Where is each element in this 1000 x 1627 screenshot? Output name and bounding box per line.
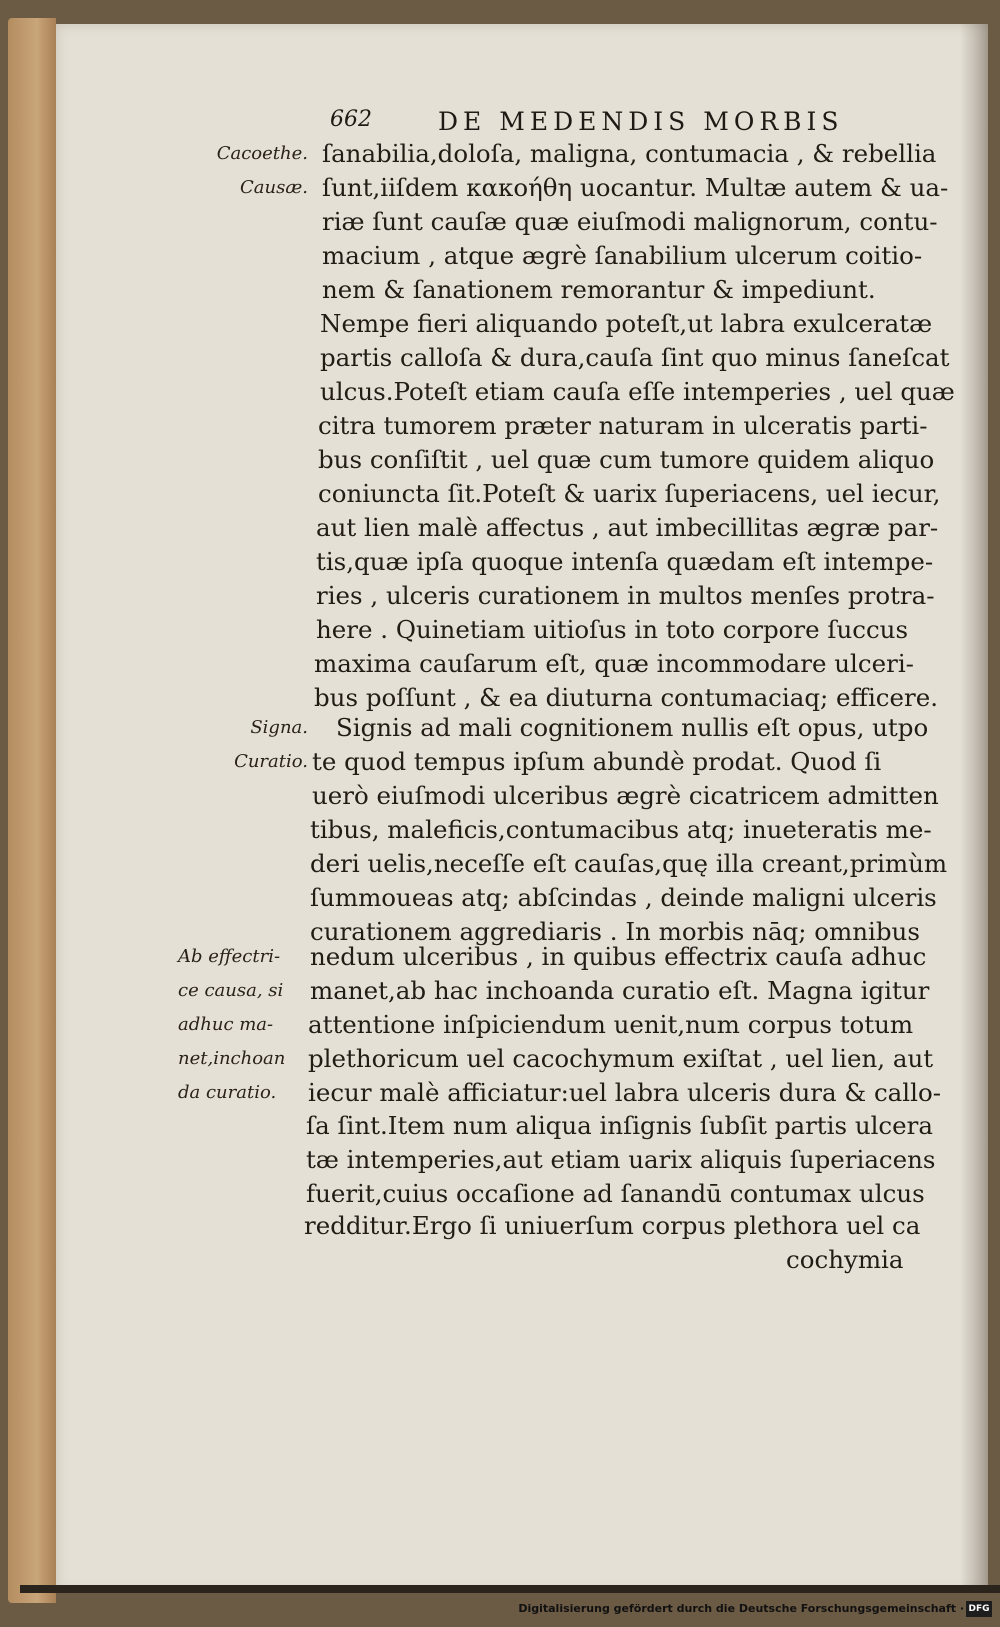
text-line: redditur.Ergo ſi uniuerſum corpus plethora uel ca xyxy=(304,1211,921,1240)
text-line: ſa ſint.Item num aliqua inſignis ſubſit partis ulcera xyxy=(306,1111,933,1140)
book-cover-edge xyxy=(8,18,56,1603)
text-line: ries , ulceris curationem in multos menſes protra- xyxy=(316,581,935,610)
text-line: Signis ad mali cognitionem nullis eſt opus, utpo xyxy=(336,713,929,742)
margin-note-causae: Causæ. xyxy=(240,177,308,198)
margin-note-line: net,inchoan xyxy=(178,1048,286,1069)
margin-note-line: adhuc ma- xyxy=(178,1014,274,1035)
text-line: aut lien malè affectus , aut imbecillitas ægræ par- xyxy=(316,513,939,542)
margin-note-line: ce causa, si xyxy=(178,980,284,1001)
margin-note-ab-effectrice xyxy=(178,940,308,1110)
text-line: attentione inſpiciendum uenit,num corpus totum xyxy=(308,1010,914,1039)
text-line: here . Quinetiam uitioſus in toto corpore ſuccus xyxy=(316,615,909,644)
text-line: citra tumorem præter naturam in ulceratis parti- xyxy=(318,411,928,440)
dfg-logo-badge: DFG xyxy=(966,1601,992,1617)
running-head-title: DE MEDENDIS MORBIS xyxy=(438,107,844,136)
digitization-credit: Digitalisierung gefördert durch die Deutsche Forschungsgemeinschaft · xyxy=(518,1602,964,1615)
margin-note-line: Ab effectri- xyxy=(178,946,281,967)
margin-note-line: da curatio. xyxy=(178,1082,277,1103)
text-line: maxima cauſarum eſt, quæ incommodare ulceri- xyxy=(314,649,914,678)
page-gutter-shadow xyxy=(960,24,988,1592)
text-line: plethoricum uel cacochymum exiſtat , uel lien, aut xyxy=(308,1044,934,1073)
text-line: tæ intemperies,aut etiam uarix aliquis ſuperiacens xyxy=(306,1145,936,1174)
text-line: uerò eiuſmodi ulceribus ægrè cicatricem admitten xyxy=(312,781,939,810)
margin-note-signa: Signa. xyxy=(250,717,308,738)
text-line: tis,quæ ipſa quoque intenſa quædam eſt intempe- xyxy=(316,547,934,576)
text-line: te quod tempus ipſum abundè prodat. Quod ſi xyxy=(312,747,882,776)
text-line: fuerit,cuius occaſione ad ſanandū contumax ulcus xyxy=(306,1179,925,1208)
text-line: tibus, maleficis,contumacibus atq; inueteratis me- xyxy=(310,815,932,844)
page-number: 662 xyxy=(330,107,372,132)
text-line: ulcus.Poteſt etiam cauſa eſſe intemperies , uel quæ xyxy=(320,377,955,406)
text-line: riæ ſunt cauſæ quæ eiuſmodi malignorum, contu- xyxy=(322,207,938,236)
margin-note-cacoethe: Cacoethe. xyxy=(216,143,308,164)
text-line: iecur malè afficiatur:uel labra ulceris dura & callo- xyxy=(308,1078,941,1107)
text-line: partis calloſa & dura,cauſa ſint quo minus ſaneſcat xyxy=(320,343,950,372)
text-line: coniuncta ſit.Poteſt & uarix ſuperiacens, uel iecur, xyxy=(318,479,941,508)
text-line: macium , atque ægrè ſanabilium ulcerum coitio- xyxy=(322,241,923,270)
text-line: ſunt,iiſdem κακοήθη uocantur. Multæ autem & ua- xyxy=(322,173,949,202)
text-line: manet,ab hac inchoanda curatio eſt. Magna igitur xyxy=(310,976,930,1005)
text-line: deri uelis,neceſſe eſt cauſas,quę illa creant,primùm xyxy=(310,849,948,878)
text-line: nem & ſanationem remorantur & impediunt. xyxy=(322,275,876,304)
text-line: bus conſiſtit , uel quæ cum tumore quidem aliquo xyxy=(318,445,935,474)
margin-note-curatio: Curatio. xyxy=(234,751,308,772)
text-line: ſanabilia,doloſa, maligna, contumacia , & rebellia xyxy=(322,139,937,168)
text-line: Nempe fieri aliquando poteſt,ut labra exulceratæ xyxy=(320,309,933,338)
page-bottom-edge xyxy=(20,1585,1000,1593)
text-line: bus poſſunt , & ea diuturna contumaciaq; efficere. xyxy=(314,683,939,712)
text-line: ſummoueas atq; abſcindas , deinde maligni ulceris xyxy=(310,883,937,912)
text-line: curationem aggrediaris . In morbis nāq; omnibus xyxy=(310,917,920,946)
text-line: nedum ulceribus , in quibus effectrix cauſa adhuc xyxy=(310,942,927,971)
catchword: cochymia xyxy=(786,1245,904,1274)
